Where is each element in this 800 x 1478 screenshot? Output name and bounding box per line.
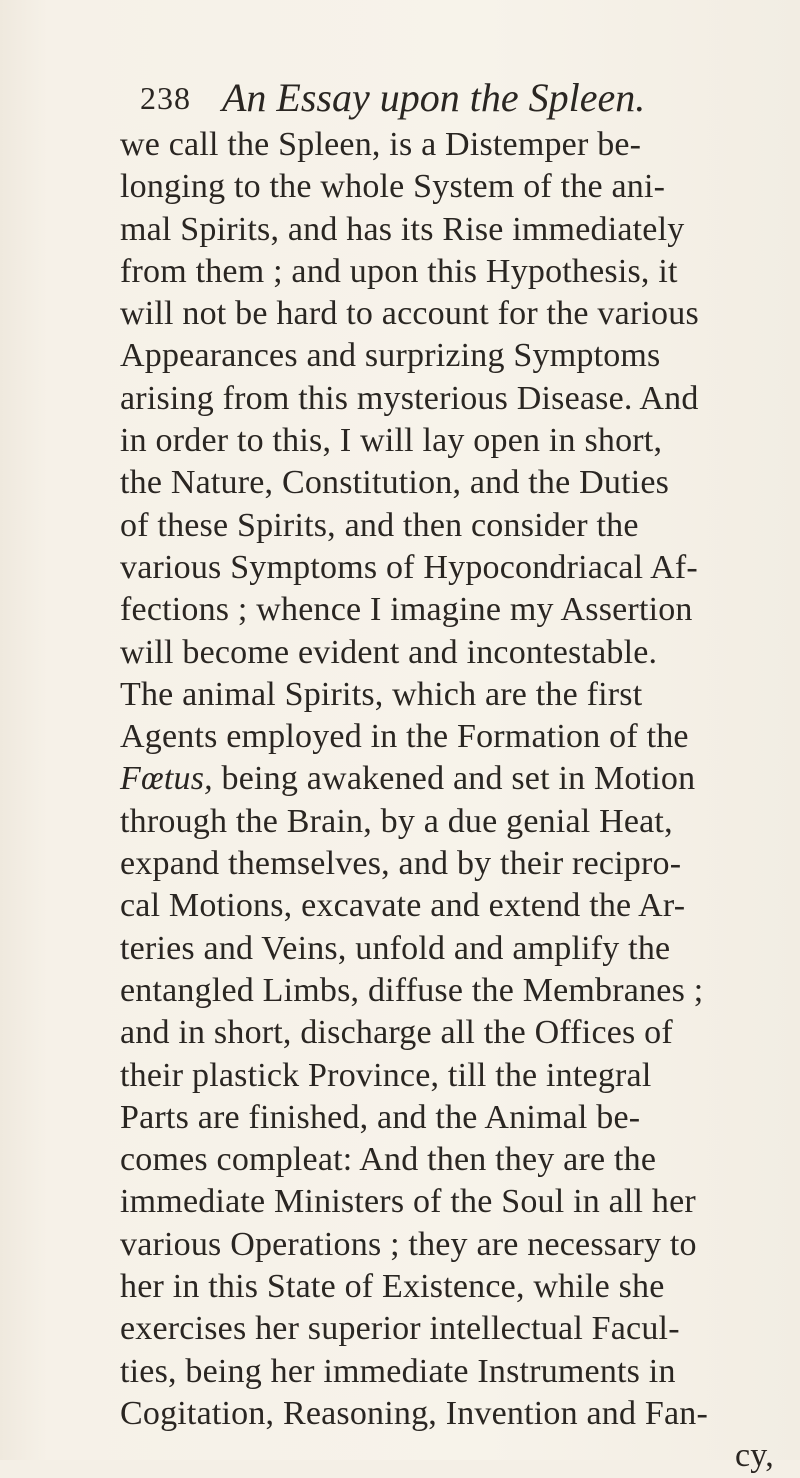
text-line: arising from this mysterious Disease. And	[120, 379, 699, 417]
body-text	[120, 124, 780, 1478]
text-line: various Operations ; they are necessary to	[120, 1225, 697, 1263]
text-line: in order to this, I will lay open in short,	[120, 422, 663, 460]
text-line: we call the Spleen, is a Distemper be-	[120, 126, 642, 163]
text-line: mal Spirits, and has its Rise immediately	[120, 210, 685, 248]
page-header	[140, 70, 700, 120]
text-line: Cogitation, Reasoning, Invention and Fan-	[120, 1394, 709, 1432]
text-line: her in this State of Existence, while she	[120, 1268, 665, 1306]
text-line: will become evident and incontestable.	[120, 633, 658, 671]
text-line: their plastick Province, till the integral	[120, 1056, 652, 1094]
text-line: fections ; whence I imagine my Assertion	[120, 591, 693, 629]
text-line: immediate Ministers of the Soul in all her	[120, 1183, 696, 1221]
text-line: and in short, discharge all the Offices of	[120, 1014, 673, 1052]
text-line: ties, being her immediate Instruments in	[120, 1352, 676, 1390]
italic-word: Fœtus,	[120, 760, 213, 798]
text-line: Appearances and surprizing Symptoms	[120, 337, 661, 375]
text-line: expand themselves, and by their recipro-	[120, 845, 682, 883]
text-line: various Symptoms of Hypocondriacal Af-	[120, 548, 698, 586]
text-line-with-italic	[120, 758, 780, 800]
page-number: 238	[140, 80, 191, 116]
running-title: An Essay upon the Spleen.	[222, 75, 646, 120]
text-line: exercises her superior intellectual Facul-	[120, 1310, 680, 1348]
text-line: cal Motions, excavate and extend the Ar-	[120, 887, 686, 925]
text-line: from them ; and upon this Hypothesis, it	[120, 252, 678, 290]
text-line: The animal Spirits, which are the first	[120, 675, 643, 713]
text-line: Agents employed in the Formation of the	[120, 718, 689, 756]
text-line: will not be hard to account for the various	[120, 295, 699, 333]
text-line: teries and Veins, unfold and amplify the	[120, 929, 671, 967]
text-line: through the Brain, by a due genial Heat,	[120, 802, 673, 840]
text-line: comes compleat: And then they are the	[120, 1141, 657, 1179]
catchword: cy,	[735, 1437, 774, 1475]
text-line: entangled Limbs, diffuse the Membranes ;	[120, 971, 704, 1009]
text-line: longing to the whole System of the ani-	[120, 168, 666, 206]
text-line-rest: being awakened and set in Motion	[221, 760, 696, 798]
text-line: Parts are finished, and the Animal be-	[120, 1098, 641, 1136]
text-line: of these Spirits, and then consider the	[120, 506, 639, 544]
text-line: the Nature, Constitution, and the Duties	[120, 464, 670, 502]
